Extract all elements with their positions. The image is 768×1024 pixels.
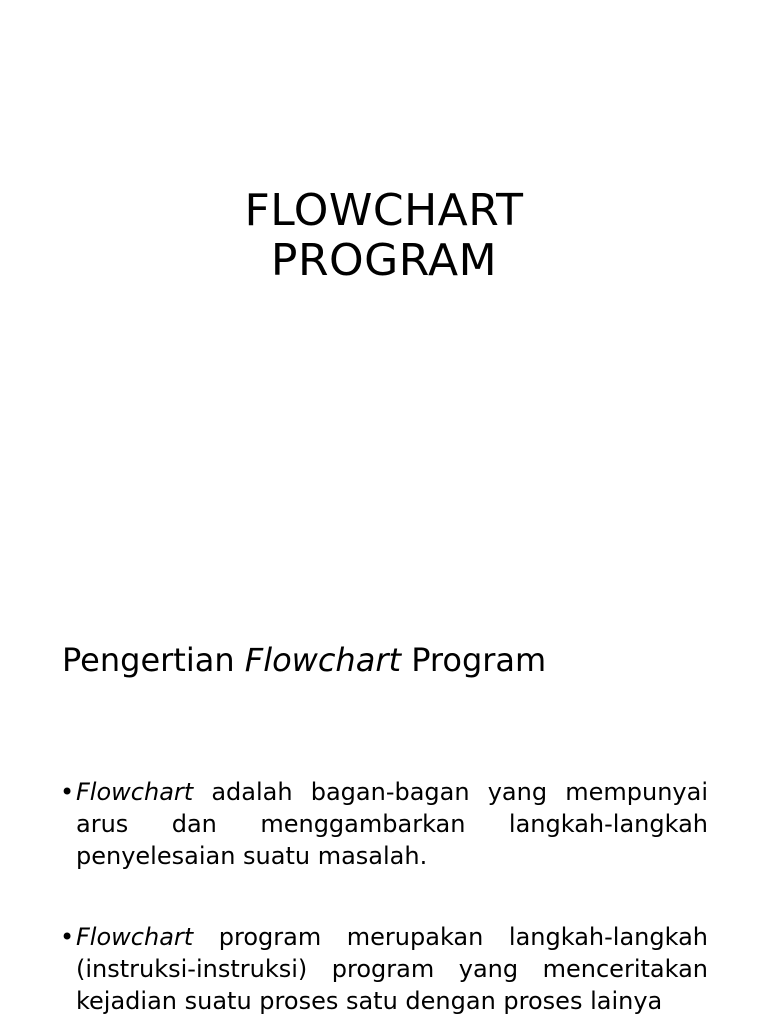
bullet-item: [60, 921, 708, 1017]
bullet-italic-term: Flowchart: [76, 923, 194, 951]
title-line-1: FLOWCHART: [244, 185, 524, 236]
heading-suffix: Program: [401, 641, 547, 679]
bullet-text: adalah bagan-bagan yang mempunyai arus dan menggambarkan langkah-langkah penyelesaian suatu masalah.: [76, 778, 708, 870]
bullet-text: program merupakan langkah-langkah (instruksi-instruksi) program yang menceritakan kejadian suatu proses satu dengan proses lainya: [76, 923, 708, 1015]
bullet-list: [60, 776, 708, 1024]
bullet-marker: •: [60, 923, 75, 951]
bullet-italic-term: Flowchart: [76, 778, 194, 806]
heading-italic-term: Flowchart: [244, 641, 402, 679]
heading-prefix: Pengertian: [62, 641, 245, 679]
bullet-item: [60, 776, 708, 872]
slide-heading: [62, 640, 546, 680]
slide-definition: [0, 576, 768, 1024]
bullet-marker: •: [60, 778, 75, 806]
title-line-2: PROGRAM: [270, 235, 498, 286]
slide-title-heading: [0, 186, 768, 286]
